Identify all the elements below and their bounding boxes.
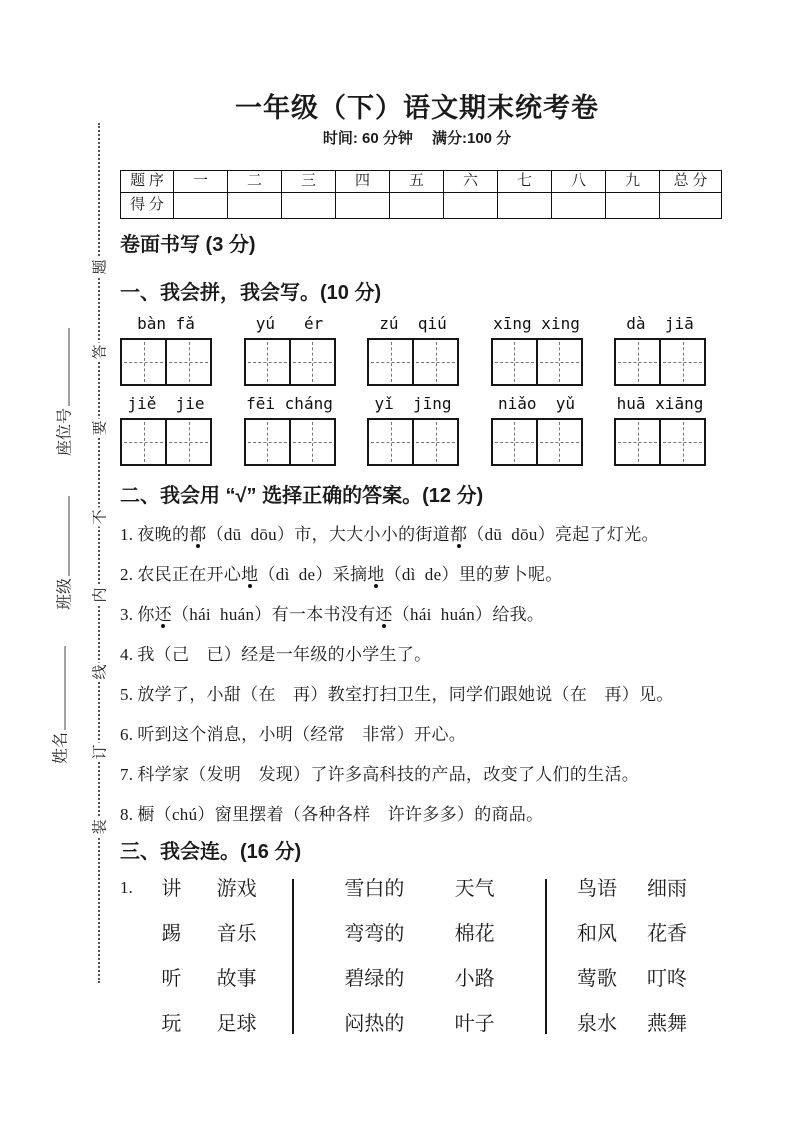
question-text: 你 xyxy=(137,605,155,624)
field-underline xyxy=(67,496,70,576)
question-text: 橱（chú）窗里摆着（各种各样 许许多多）的商品。 xyxy=(137,805,544,824)
binding-dotted-line xyxy=(98,123,100,983)
writing-grid xyxy=(614,418,706,466)
pinyin-label: bàn fǎ xyxy=(137,314,195,333)
question-item xyxy=(120,595,714,635)
section1-heading: 一、我会拼，我会写。(10 分) xyxy=(120,282,382,304)
score-table-cell xyxy=(606,193,660,219)
seat-number-field-label: 座位号 xyxy=(56,407,74,457)
score-table-header-row xyxy=(121,171,722,193)
seat-number-field xyxy=(52,328,75,456)
grid-cell xyxy=(659,420,704,464)
match-group xyxy=(120,877,292,1036)
binding-char: 线 xyxy=(85,662,114,681)
grid-cell xyxy=(165,420,210,464)
question-text: （dì de）采摘 xyxy=(258,565,368,584)
score-table-cell xyxy=(552,193,606,219)
binding-char: 答 xyxy=(85,342,114,361)
pinyin-unit xyxy=(120,395,212,466)
grid-cell xyxy=(493,420,536,464)
question-list xyxy=(120,515,714,835)
score-table-cell xyxy=(336,193,390,219)
grid-cell xyxy=(246,420,289,464)
pinyin-row xyxy=(120,315,706,386)
score-table-header-cell: 七 xyxy=(498,171,552,193)
writing-grid xyxy=(367,418,459,466)
score-table-cell xyxy=(390,193,444,219)
score-table-header-cell: 八 xyxy=(552,171,606,193)
binding-char: 内 xyxy=(85,585,114,604)
grid-cell xyxy=(659,340,704,384)
writing-grid xyxy=(244,418,336,466)
emphasis-char: 都 xyxy=(449,525,468,544)
pinyin-label: zú qiú xyxy=(379,314,447,333)
emphasis-char: 地 xyxy=(241,565,259,584)
paper-content xyxy=(120,0,714,1036)
name-field-label: 姓名 xyxy=(52,731,70,765)
class-field-label: 班级 xyxy=(56,577,74,611)
grid-cell xyxy=(165,340,210,384)
question-item xyxy=(120,755,714,795)
pinyin-label: yú ér xyxy=(255,314,324,333)
match-item: 听 xyxy=(161,968,182,990)
grid-cell xyxy=(536,420,581,464)
pinyin-writing-area xyxy=(120,315,714,466)
score-table-cell xyxy=(174,193,228,219)
matching-area xyxy=(120,877,717,1036)
match-item: 叮咚 xyxy=(647,968,687,990)
match-item: 游戏 xyxy=(216,878,257,900)
score-table-header-cell: 总 分 xyxy=(660,171,722,193)
score-table-header-cell: 题 序 xyxy=(121,171,174,193)
pinyin-label: jiě jie xyxy=(127,394,205,413)
pinyin-label: fēi cháng xyxy=(246,394,333,413)
pinyin-unit xyxy=(120,315,212,386)
pinyin-label: xīng xing xyxy=(493,314,580,333)
section2-heading: 二、我会用 “√” 选择正确的答案。(12 分) xyxy=(120,485,484,507)
pinyin-unit xyxy=(614,315,706,386)
match-row-number: 1. xyxy=(120,878,133,897)
score-table-header-cell: 三 xyxy=(282,171,336,193)
question-number: 6. xyxy=(120,725,134,744)
name-field xyxy=(48,646,71,764)
pinyin-unit xyxy=(491,395,583,466)
question-text: 听到这个消息，小明（经常 非常）开心。 xyxy=(137,725,467,744)
pinyin-label: niǎo yǔ xyxy=(497,394,576,413)
question-item xyxy=(120,515,714,555)
grid-cell xyxy=(122,340,165,384)
question-item xyxy=(120,555,714,595)
pinyin-unit xyxy=(244,395,336,466)
grid-cell xyxy=(412,420,457,464)
binding-char: 装 xyxy=(85,817,114,836)
match-item: 碧绿的 xyxy=(344,968,405,990)
score-table xyxy=(120,170,722,219)
section3-heading: 三、我会连。(16 分) xyxy=(120,841,302,863)
question-text: 夜晚的 xyxy=(137,525,190,544)
score-row-label: 得 分 xyxy=(121,193,174,219)
class-field xyxy=(52,496,75,610)
match-item: 音乐 xyxy=(216,923,257,945)
binding-char: 不 xyxy=(85,507,114,526)
writing-grid xyxy=(491,338,583,386)
match-item: 玩 xyxy=(161,1013,182,1035)
binding-char: 题 xyxy=(85,257,114,276)
question-number: 3. xyxy=(120,605,134,624)
pinyin-label: huā xiāng xyxy=(616,394,704,413)
emphasis-char: 地 xyxy=(367,565,385,584)
grid-cell xyxy=(289,340,334,384)
grid-cell xyxy=(616,340,659,384)
match-item: 叶子 xyxy=(454,1013,495,1035)
question-item xyxy=(120,795,714,835)
field-underline xyxy=(67,328,70,406)
question-item xyxy=(120,675,714,715)
score-table-header-cell: 一 xyxy=(174,171,228,193)
score-table-header-cell: 五 xyxy=(390,171,444,193)
handwriting-heading: 卷面书写 (3 分) xyxy=(120,234,256,256)
match-item: 花香 xyxy=(647,923,687,945)
pinyin-label: yǐ jīng xyxy=(374,394,452,413)
question-text: 放学了，小甜（在 再）教室打扫卫生，同学们跟她说（在 再）见。 xyxy=(137,685,674,704)
page-title: 一年级（下）语文期末统考卷 xyxy=(235,93,599,123)
pinyin-unit xyxy=(244,315,336,386)
question-item xyxy=(120,715,714,755)
match-item: 和风 xyxy=(577,923,617,945)
writing-grid xyxy=(491,418,583,466)
match-item: 细雨 xyxy=(647,878,687,900)
pinyin-unit xyxy=(491,315,583,386)
match-item: 莺歌 xyxy=(577,968,617,990)
match-item: 棉花 xyxy=(454,923,495,945)
grid-cell xyxy=(369,340,412,384)
score-table-cell xyxy=(498,193,552,219)
match-item: 弯弯的 xyxy=(344,923,405,945)
question-text: 农民正在开心 xyxy=(137,565,242,584)
writing-grid xyxy=(367,338,459,386)
question-text: （dū dōu）市，大大小小的街道 xyxy=(206,525,450,544)
question-number: 1. xyxy=(120,525,134,544)
grid-cell xyxy=(289,420,334,464)
pinyin-unit xyxy=(367,315,459,386)
question-number: 4. xyxy=(120,645,134,664)
question-number: 2. xyxy=(120,565,134,584)
pinyin-label: dà jiā xyxy=(626,314,694,333)
match-item: 雪白的 xyxy=(344,878,405,900)
grid-cell xyxy=(122,420,165,464)
question-item xyxy=(120,635,714,675)
match-item: 讲 xyxy=(161,878,182,900)
exam-meta: 时间: 60 分钟 满分:100 分 xyxy=(322,130,512,147)
writing-grid xyxy=(244,338,336,386)
match-item: 燕舞 xyxy=(647,1013,687,1035)
score-table-score-row xyxy=(121,193,722,219)
pinyin-unit xyxy=(367,395,459,466)
match-item: 泉水 xyxy=(577,1013,617,1035)
match-item: 小路 xyxy=(454,968,495,990)
score-table-header-cell: 四 xyxy=(336,171,390,193)
match-group xyxy=(294,877,545,1036)
grid-cell xyxy=(412,340,457,384)
grid-cell xyxy=(616,420,659,464)
match-item: 故事 xyxy=(216,968,257,990)
emphasis-char: 都 xyxy=(189,525,207,544)
question-text: （dū dōu）亮起了灯光。 xyxy=(467,525,659,544)
score-table-cell xyxy=(660,193,722,219)
match-item: 足球 xyxy=(216,1013,257,1035)
question-text: （hái huán）给我。 xyxy=(392,605,545,624)
match-item: 踢 xyxy=(161,923,182,945)
question-text: 我（己 已）经是一年级的小学生了。 xyxy=(137,645,432,664)
score-table-header-cell: 六 xyxy=(444,171,498,193)
question-text: （dì de）里的萝卜呢。 xyxy=(384,565,563,584)
pinyin-row xyxy=(120,395,706,466)
grid-cell xyxy=(246,340,289,384)
question-number: 5. xyxy=(120,685,134,704)
question-text: （hái huán）有一本书没有 xyxy=(171,605,376,624)
question-text: 科学家（发明 发现）了许多高科技的产品，改变了人们的生活。 xyxy=(137,765,640,784)
field-underline xyxy=(63,646,66,730)
writing-grid xyxy=(120,418,212,466)
match-item: 天气 xyxy=(454,878,495,900)
match-group xyxy=(547,877,717,1036)
score-table-cell xyxy=(228,193,282,219)
emphasis-char: 还 xyxy=(375,605,393,624)
question-number: 8. xyxy=(120,805,134,824)
score-table-cell xyxy=(444,193,498,219)
score-table-header-cell: 二 xyxy=(228,171,282,193)
score-table-header-cell: 九 xyxy=(606,171,660,193)
question-number: 7. xyxy=(120,765,134,784)
writing-grid xyxy=(120,338,212,386)
grid-cell xyxy=(369,420,412,464)
binding-char: 订 xyxy=(85,742,114,761)
match-item: 鸟语 xyxy=(577,878,617,900)
score-table-cell xyxy=(282,193,336,219)
pinyin-unit xyxy=(614,395,706,466)
writing-grid xyxy=(614,338,706,386)
grid-cell xyxy=(493,340,536,384)
grid-cell xyxy=(536,340,581,384)
emphasis-char: 还 xyxy=(154,605,172,624)
match-item: 闷热的 xyxy=(344,1013,405,1035)
binding-char: 要 xyxy=(85,418,114,437)
